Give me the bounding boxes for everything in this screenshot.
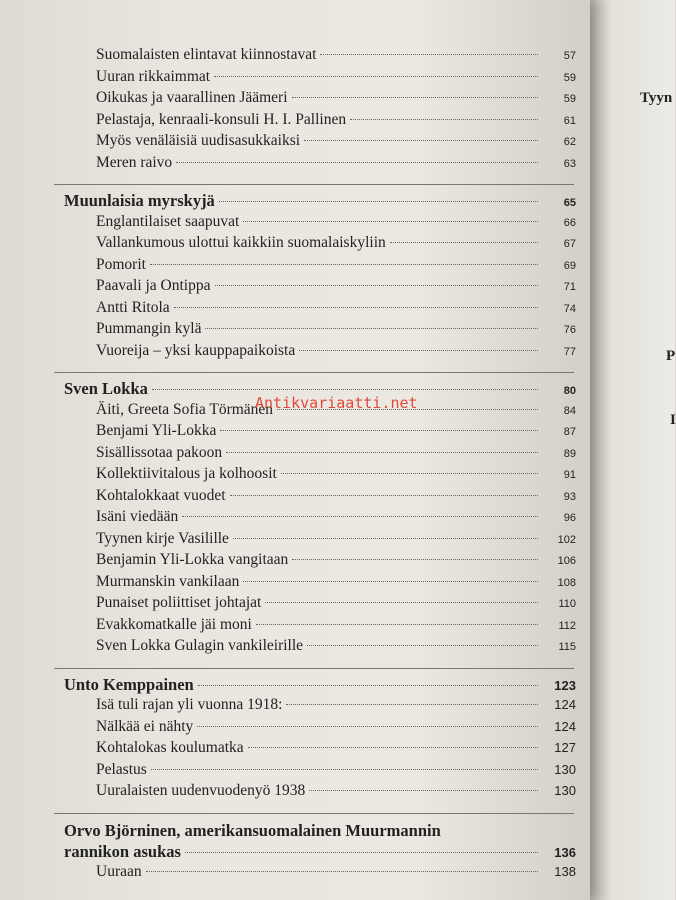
dot-leader bbox=[174, 307, 538, 308]
dot-leader bbox=[185, 852, 538, 853]
chapter-title: Sven Lokka bbox=[64, 379, 148, 398]
page-number: 87 bbox=[563, 426, 576, 438]
dot-leader bbox=[243, 581, 538, 582]
dot-leader bbox=[152, 389, 538, 390]
facing-page-fragment: I bbox=[670, 412, 676, 428]
dot-leader bbox=[320, 54, 538, 55]
dot-leader bbox=[390, 242, 538, 243]
dot-leader bbox=[309, 790, 538, 791]
facing-page-fragment: P bbox=[666, 348, 676, 364]
dot-leader bbox=[304, 140, 538, 141]
entry-title: Kohtalokkaat vuodet bbox=[96, 486, 226, 504]
entry-title: Oikukas ja vaarallinen Jäämeri bbox=[96, 89, 288, 106]
entry-title: Äiti, Greeta Sofia Törmänen bbox=[96, 400, 274, 418]
entry-title: Sven Lokka Gulagin vankileirille bbox=[96, 637, 304, 654]
divider bbox=[54, 668, 574, 669]
toc-chapter-row bbox=[64, 675, 576, 697]
entry-title: Pelastaja, kenraali-konsuli H. I. Pallinen bbox=[96, 110, 347, 128]
entry-title: Pomorit bbox=[96, 255, 146, 273]
toc-group bbox=[64, 46, 576, 175]
dot-leader bbox=[233, 538, 538, 539]
toc-entry-row bbox=[64, 234, 576, 256]
table-of-contents bbox=[64, 46, 576, 885]
toc-entry-row bbox=[64, 739, 576, 761]
toc-entry-row bbox=[64, 696, 576, 718]
page-number: 59 bbox=[563, 93, 576, 105]
page-number: 71 bbox=[563, 281, 576, 293]
dot-leader bbox=[176, 162, 538, 163]
toc-entry-row bbox=[64, 573, 576, 595]
entry-title: Sisällissotaa pakoon bbox=[96, 443, 223, 461]
dot-leader bbox=[307, 645, 538, 646]
entry-title: Paavali ja Ontippa bbox=[96, 277, 211, 294]
toc-entry-row bbox=[64, 551, 576, 573]
watermark: Antikvariaatti.net bbox=[255, 394, 418, 412]
toc-entry-row bbox=[64, 637, 576, 659]
toc-group bbox=[64, 401, 576, 659]
chapter-title: rannikon asukas bbox=[64, 841, 181, 861]
dot-leader bbox=[281, 473, 538, 474]
toc-entry-row bbox=[64, 444, 576, 466]
dot-leader bbox=[150, 264, 538, 265]
dot-leader bbox=[265, 602, 538, 603]
toc-entry-row bbox=[64, 256, 576, 278]
toc-entry-row bbox=[64, 342, 576, 364]
entry-title: Myös venäläisiä uudisasukkaiksi bbox=[96, 132, 301, 149]
dot-leader bbox=[205, 328, 538, 329]
page-number: 67 bbox=[563, 238, 576, 250]
entry-title: Murmanskin vankilaan bbox=[96, 572, 240, 590]
page-number: 102 bbox=[557, 533, 576, 546]
toc-entry-row bbox=[64, 718, 576, 740]
toc-entry-row bbox=[64, 111, 576, 133]
toc-entry-row bbox=[64, 616, 576, 638]
toc-group bbox=[64, 696, 576, 804]
toc-entry-row bbox=[64, 782, 576, 804]
dot-leader bbox=[151, 769, 538, 770]
entry-title: Pelastus bbox=[96, 760, 147, 778]
page-number: 138 bbox=[554, 864, 576, 879]
toc-entry-row bbox=[64, 465, 576, 487]
entry-title: Punaiset poliittiset johtajat bbox=[96, 594, 262, 611]
toc-group bbox=[64, 213, 576, 364]
dot-leader bbox=[219, 201, 538, 202]
entry-title: Vuoreija – yksi kauppapaikoista bbox=[96, 341, 296, 359]
divider bbox=[54, 184, 574, 185]
entry-title: Tyynen kirje Vasilille bbox=[96, 529, 229, 547]
page-number: 106 bbox=[557, 555, 576, 567]
page-number: 84 bbox=[563, 404, 576, 417]
toc-entry-row bbox=[64, 594, 576, 616]
toc-entry-row bbox=[64, 132, 576, 154]
page-number: 62 bbox=[563, 136, 576, 148]
page-number: 66 bbox=[563, 216, 576, 229]
page-number: 124 bbox=[554, 718, 576, 734]
dot-leader bbox=[292, 559, 538, 560]
chapter-title: Unto Kemppainen bbox=[64, 674, 194, 694]
dot-leader bbox=[286, 704, 538, 705]
toc-entry-row bbox=[64, 46, 576, 68]
toc-chapter-row bbox=[64, 191, 576, 213]
dot-leader bbox=[350, 119, 538, 120]
toc-entry-row bbox=[64, 299, 576, 321]
page-number: 65 bbox=[563, 197, 576, 209]
page-number: 63 bbox=[563, 157, 576, 170]
page-number: 61 bbox=[563, 114, 576, 127]
toc-entry-row bbox=[64, 277, 576, 299]
entry-title: Nälkää ei nähty bbox=[96, 717, 194, 735]
toc-entry-row bbox=[64, 863, 576, 885]
dot-leader bbox=[215, 285, 539, 286]
dot-leader bbox=[197, 726, 538, 727]
page-number: 112 bbox=[558, 619, 576, 632]
entry-title: Pummangin kylä bbox=[96, 320, 202, 337]
dot-leader bbox=[198, 685, 538, 686]
page-number: 76 bbox=[563, 324, 576, 336]
toc-entry-row bbox=[64, 530, 576, 552]
toc-entry-row bbox=[64, 761, 576, 783]
page-number: 80 bbox=[563, 385, 576, 397]
page-number: 93 bbox=[563, 490, 576, 503]
entry-title: Benjami Yli-Lokka bbox=[96, 422, 217, 439]
entry-title: Benjamin Yli-Lokka vangitaan bbox=[96, 551, 289, 568]
entry-title: Englantilaiset saapuvat bbox=[96, 212, 240, 230]
chapter-title: Muunlaisia myrskyjä bbox=[64, 191, 215, 210]
page-number: 77 bbox=[563, 345, 576, 358]
toc-group bbox=[64, 863, 576, 885]
facing-page bbox=[590, 0, 675, 900]
entry-title: Evakkomatkalle jäi moni bbox=[96, 615, 252, 633]
entry-title: Uuralaisten uudenvuodenyö 1938 bbox=[96, 782, 306, 799]
toc-entry-row bbox=[64, 68, 576, 90]
toc-entry-row bbox=[64, 89, 576, 111]
toc-entry-row bbox=[64, 487, 576, 509]
page-number: 130 bbox=[554, 761, 576, 777]
dot-leader bbox=[292, 97, 538, 98]
dot-leader bbox=[248, 747, 538, 748]
page-number: 89 bbox=[563, 447, 576, 460]
entry-title: Vallankumous ulottui kaikkiin suomalaiskyliin bbox=[96, 234, 386, 251]
toc-entry-row bbox=[64, 213, 576, 235]
entry-title: Suomalaisten elintavat kiinnostavat bbox=[96, 46, 317, 63]
dot-leader bbox=[182, 516, 538, 517]
page-number: 124 bbox=[554, 697, 576, 712]
toc-entry-row bbox=[64, 320, 576, 342]
dot-leader bbox=[299, 350, 538, 351]
dot-leader bbox=[146, 871, 538, 872]
toc-entry-row bbox=[64, 508, 576, 530]
divider bbox=[54, 813, 574, 814]
page-number: 74 bbox=[563, 302, 576, 315]
dot-leader bbox=[230, 495, 538, 496]
entry-title: Antti Ritola bbox=[96, 298, 170, 316]
entry-title: Uuran rikkaimmat bbox=[96, 67, 211, 85]
dot-leader bbox=[226, 452, 538, 453]
page-number: 110 bbox=[558, 598, 576, 610]
toc-entry-row bbox=[64, 154, 576, 176]
page-number: 130 bbox=[554, 783, 576, 798]
dot-leader bbox=[214, 76, 538, 77]
page-number: 69 bbox=[563, 259, 576, 272]
entry-title: Uuraan bbox=[96, 863, 142, 880]
divider bbox=[54, 372, 574, 373]
facing-page-fragment: Tyyn bbox=[640, 90, 673, 106]
page-number: 123 bbox=[554, 677, 576, 693]
page-number: 136 bbox=[554, 844, 576, 860]
entry-title: Isäni viedään bbox=[96, 508, 179, 525]
page-number: 115 bbox=[558, 641, 576, 653]
toc-chapter-row bbox=[64, 842, 576, 864]
toc-entry-row bbox=[64, 422, 576, 444]
page-number: 96 bbox=[563, 512, 576, 524]
page-number: 59 bbox=[563, 71, 576, 84]
entry-title: Meren raivo bbox=[96, 153, 173, 171]
entry-title: Isä tuli rajan yli vuonna 1918: bbox=[96, 696, 283, 713]
dot-leader bbox=[220, 430, 538, 431]
chapter-title-line: Orvo Björninen, amerikansuomalainen Muurmannin bbox=[64, 820, 441, 840]
page-number: 91 bbox=[563, 469, 576, 481]
page-number: 108 bbox=[557, 576, 576, 589]
page-number: 57 bbox=[563, 50, 576, 62]
dot-leader bbox=[256, 624, 538, 625]
entry-title: Kohtalokas koulumatka bbox=[96, 739, 244, 756]
page-number: 127 bbox=[554, 740, 576, 755]
dot-leader bbox=[243, 221, 538, 222]
entry-title: Kollektiivitalous ja kolhoosit bbox=[96, 465, 277, 482]
